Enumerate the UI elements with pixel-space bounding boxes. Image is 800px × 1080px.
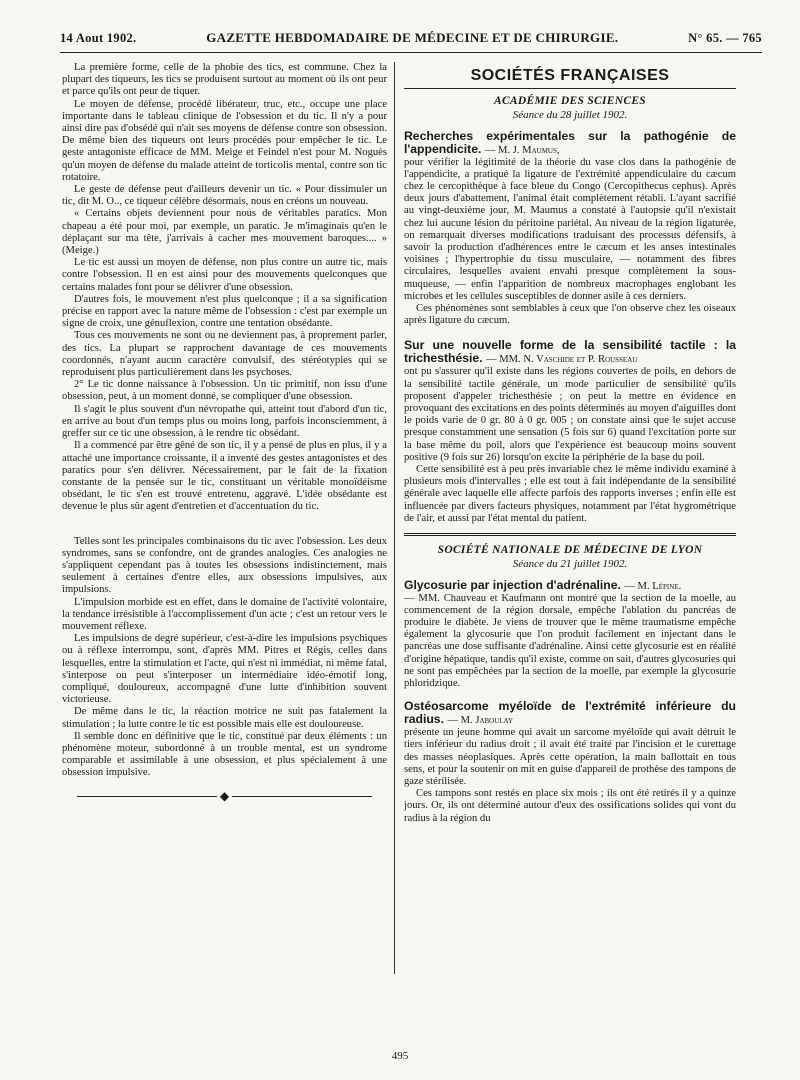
paragraph: Il a commencé par être gêné de son tic, il y a pensé de plus en plus, il y a attaché une importance croissante, il a inventé des gestes antagonistes et des paratics pour s'en délivrer. Nécessairement, par le fait de la fixation constante de la pensée sur le tic, constituant un véritable monoïdéisme obsédant, le tic s'en est trouvé entretenu, aggravé. L'idée obsédante est devenue le plus sûr agent d'entretien et d'accentuation du tic. bbox=[62, 440, 387, 513]
paragraph: Le tic est aussi un moyen de défense, non plus contre un autre tic, mais contre l'obsession. Il en est ainsi pour des mouvements quelconques que certains malades font pour se délivrer d'une obsession. bbox=[62, 257, 387, 293]
article-body: — MM. Chauveau et Kaufmann ont montré que la section de la moelle, au commencement de la région dorsale, empêche l'ablation du pancréas de produire le diabète. Je viens de trouver que le même traumatisme empêche également la glycosurie que l'on produit facilement en injectant dans le pancréas une dose suffisante d'adrénaline. Ainsi cette glycosurie est en réalité d'origine hépatique, tandis qu'il existe, comme on sait, d'autres glycosuries qui ne sont pas empêchées par la section de la moelle, par exemple la glycosurie phloridzique. bbox=[404, 592, 737, 689]
header-journal-title: GAZETTE HEBDOMADAIRE DE MÉDECINE ET DE CHIRURGIE. bbox=[206, 30, 619, 45]
header-date: 14 Aout 1902. bbox=[60, 31, 137, 45]
page-number: 495 bbox=[391, 1050, 409, 1062]
paragraph: 2° Le tic donne naissance à l'obsession. Un tic primitif, non issu d'une obsession, peut, à un moment donné, se compliquer d'une obsession. bbox=[62, 379, 387, 403]
society-name: SOCIÉTÉ NATIONALE DE MÉDECINE DE LYON bbox=[437, 544, 703, 557]
divider bbox=[404, 88, 736, 89]
column-divider bbox=[394, 62, 395, 974]
article-body: présente un jeune homme qui avait un sarcome myéloïde qui avait détruit le tiers inférieur du radius droit ; il avait été traité par l'incision et le curettage des masses néoplasiques. Après cette opération, la main ballottait en tous sens, et pour la soutenir on mit en guise d'appareil de prothèse des tampons de gaze stérilisée. bbox=[404, 727, 736, 787]
paragraph: D'autres fois, le mouvement n'est plus quelconque ; il a sa signification précise en rapport avec la nature même de l'obsession : c'est par exemple un signe de croix, une génuflexion, contre une tentation obsédante. bbox=[62, 293, 387, 330]
article-title: Sur une nouvelle forme de la sensibilité tactile : la trichesthésie. — MM. N. Vaschide et P. Rousseau bbox=[404, 338, 736, 366]
article-author: — MM. N. Vaschide et P. Rousseau bbox=[485, 354, 638, 366]
paragraph: Le moyen de défense, procédé libérateur, truc, etc., occupe une place importante dans le tableau clinique de l'obsession et du tic. Il n'y a pour ainsi dire pas d'obsédé qui n'ait ses moyens de défense contre son obsession. De même bien des tiqueurs ont leurs procédés pour empêcher le tic. Le geste antagoniste efficace de MM. Meige et Feindel n'est pour M. Noguès qu'un moyen de défense du malade atteint de torticolis mental, contre son tic rotatoire. bbox=[62, 98, 387, 183]
paragraph: Tous ces mouvements ne sont ou ne deviennent pas, à proprement parler, des tics. La plupart se rapprochent davantage de ces mouvements coordonnés, n'ayant aucun caractère convulsif, des stéréotypies qui se reproduisent plus particulièrement dans les psychoses. bbox=[62, 330, 387, 379]
article-body: ont pu s'assurer qu'il existe dans les régions couvertes de poils, en dehors de la sensibilité tactile générale, un mode particulier de sensibilité qu'ils proposent d'appeler trichesthésie ; on peut la mettre en évidence en provoquant des excitations en des points déterminés au moyen d'aiguilles dont le poids varie de 0 gr. 80 à 0 gr. 005 ; on constate ainsi que le sujet accuse presque constamment une sensation (5 fois sur 6) quand l'excitation porte sur la base même du poil, alors que l'expérience est beaucoup moins souvent positive (9 fois sur 26) lorsqu'on excite la périphérie de la base du poil. bbox=[404, 366, 737, 463]
society-name: ACADÉMIE DES SCIENCES bbox=[493, 95, 647, 108]
article-author: — M. Lépine. bbox=[624, 580, 682, 592]
paragraph: « Certains objets deviennent pour nous de véritables paratics. Mon chapeau a été pour moi, par exemple, un paratic. Je m'imaginais qu'en le déplaçant sur ma tête, j'arrivais à cacher mes mouvement baroques.... » (Meige.) bbox=[62, 208, 387, 257]
paragraph: L'impulsion morbide est en effet, dans le domaine de l'activité volontaire, la tendance irrésistible à l'accomplissement d'un acte ; c'est un retour vers le mouvement réflexe. bbox=[62, 596, 387, 632]
article-author: — M. J. Maumus, bbox=[484, 144, 560, 156]
paragraph: Le geste de défense peut d'ailleurs devenir un tic. « Pour dissimuler un tic, dit M. O.., ce tiqueur célèbre désormais, nous en créons un nouveau. bbox=[62, 184, 387, 208]
article-body: Ces tampons sont restés en place six mois ; ils ont été retirés il y a quinze jours. Or, ils ont déterminé autour d'eux des ossifications solides qui vont du radius à la région du bbox=[404, 788, 736, 824]
right-column bbox=[404, 62, 736, 825]
paragraph: La première forme, celle de la phobie des tics, est commune. Chez la plupart des tiqueurs, les tics se produisent surtout au moment où ils ont peur et parce qu'ils ont peur de tiquer. bbox=[62, 62, 387, 98]
divider bbox=[404, 533, 736, 536]
session-date: Séance du 21 juillet 1902. bbox=[512, 558, 628, 571]
session-date: Séance du 28 juillet 1902. bbox=[512, 109, 628, 122]
paragraph: Il s'agit le plus souvent d'un névropathe qui, atteint tout d'abord d'un tic, en arrive au bout d'un temps plus ou moins long, parfois inconsciemment, à greffer sur ce tic une obsession, à le rendre tic obsédant. bbox=[62, 403, 387, 440]
paragraph: Les impulsions de degré supérieur, c'est-à-dire les impulsions psychiques ou à réflexe interrompu, sont, d'après MM. Pitres et Régis, celles dans lesquelles, entre la stimulation et l'acte, qui n'est ni immédiat, ni même fatal, s'interpose ou peut s'interposer un intermédiaire idéo-émotif long, compliqué, douloureux, accompagné d'une lutte d'inhibition souvent victorieuse. bbox=[62, 633, 387, 706]
end-ornament: ◆ bbox=[62, 790, 387, 802]
paragraph: De même dans le tic, la réaction motrice ne suit pas fatalement la stimulation ; la lutte contre le tic est possible mais elle est douloureuse. bbox=[62, 706, 387, 730]
article-body: pour vérifier la légitimité de la théorie du vase clos dans la pathogénie de l'appendicite, a pratiqué la ligature de l'extrémité appendiculaire du cæcum chez le cercopithèque à face bleue du Congo (Cercopithecus cephus). Après deux jours d'abattement, l'animal était complètement rétabli. L'ayant sacrifié au vingt-deuxième jour, M. Maumus a constaté à l'autopsie qu'il n'existait chez lui aucune lésion du péritoine pariétal. Au niveau de la région ligaturée, on remarquait diverses modifications traduisant des processus défensifs, à savoir la production d'adhérences entre le cæcum et les anses intestinales voisines ; l'hypertrophie du tissu musculaire, — notamment des fibres circulaires, lesquelles avaient envahi presque complètement la sous-muqueuse, — enfin l'apparition de nombreux macrophages englobant les microbes et les cellules susceptibles de donner asile à ces derniers. bbox=[404, 156, 736, 302]
section-title: SOCIÉTÉS FRANÇAISES bbox=[470, 67, 670, 84]
paragraph: Telles sont les principales combinaisons du tic avec l'obsession. Les deux syndromes, sans se confondre, ont de grandes analogies. Ces analogies ne s'appliquent cependant pas à toutes les obsessions indistinctement, mais seulement à certaines d'entre elles, aux obsessions impulsives, aux impulsions. bbox=[62, 535, 387, 596]
left-column bbox=[62, 62, 387, 812]
article-title: Recherches expérimentales sur la pathogénie de l'appendicite. — M. J. Maumus, bbox=[404, 128, 736, 156]
article-author: — M. Jaboulay bbox=[447, 715, 514, 727]
article-body: Cette sensibilité est à peu près invariable chez le même individu examiné à plusieurs mois d'intervalles ; elle est tout à fait indépendante de la sensibilité générale avec laquelle elle affecte parfois des rapports inverses ; enfin elle est influencée par divers facteurs physiques, notamment par l'état hygrométrique de l'air, et aussi par l'état mental du patient. bbox=[404, 464, 736, 524]
running-header bbox=[60, 30, 762, 53]
article-body: Ces phénomènes sont semblables à ceux que l'on observe chez les oiseaux après ligature du cæcum. bbox=[404, 303, 736, 327]
article-title: Ostéosarcome myéloïde de l'extrémité inférieure du radius. — M. Jaboulay bbox=[404, 699, 736, 727]
section-gap bbox=[62, 514, 387, 536]
paragraph: Il semble donc en définitive que le tic, constitué par deux éléments : un phénomène moteur, subordonné à un trouble mental, est un syndrome comparable et assimilable à une obsession, et plus spécialement à une obsession impulsive. bbox=[62, 730, 387, 779]
article-title: Glycosurie par injection d'adrénaline. — M. Lépine. bbox=[404, 577, 682, 592]
header-issue-page: N° 65. — 765 bbox=[688, 31, 762, 45]
